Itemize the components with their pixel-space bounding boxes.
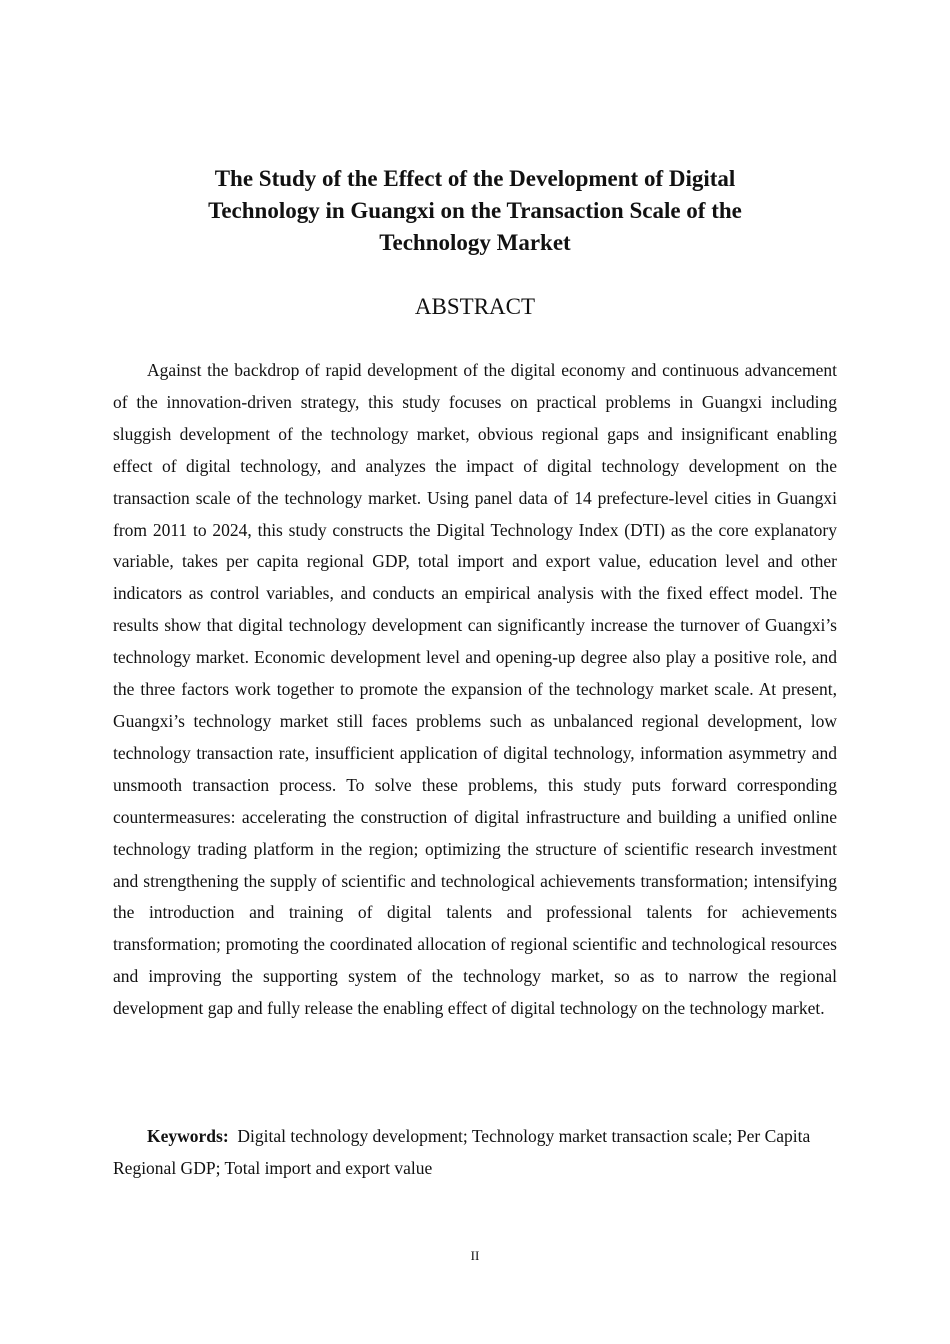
abstract-heading: ABSTRACT (414, 294, 536, 319)
paper-title (160, 163, 790, 259)
keywords-text: Digital technology development; Technology market transaction scale; Per Capita Regional GDP; Total import and export value (113, 1126, 811, 1178)
keywords-paragraph (113, 1121, 837, 1185)
title-line-1: The Study of the Effect of the Development of Digital (214, 166, 736, 191)
abstract-body: Against the backdrop of rapid development of the digital economy and continuous advancement of the innovation-driven strategy, this study focuses on practical problems in Guangxi including sluggish development of the technology market, obvious regional gaps and insignificant enabling effect of digital technology, and analyzes the impact of digital technology development on the transaction scale of the technology market. Using panel data of 14 prefecture-level cities in Guangxi from 2011 to 2024, this study constructs the Digital Technology Index (DTI) as the core explanatory variable, takes per capita regional GDP, total import and export value, education level and other indicators as control variables, and conducts an empirical analysis with the fixed effect model. The results show that digital technology development can significantly increase the turnover of Guangxi’s technology market. Economic development level and opening-up degree also play a positive role, and the three factors work together to promote the expansion of the technology market scale. At present, Guangxi’s technology market still faces problems such as unbalanced regional development, low technology transaction rate, insufficient application of digital technology, information asymmetry and unsmooth transaction process. To solve these problems, this study puts forward corresponding countermeasures: accelerating the construction of digital infrastructure and building a unified online technology trading platform in the region; optimizing the structure of scientific research investment and strengthening the supply of scientific and technological achievements transformation; intensifying the introduction and training of digital talents and professional talents for achievements transformation; promoting the coordinated allocation of regional scientific and technological resources and improving the supporting system of the technology market, so as to narrow the regional development gap and fully release the enabling effect of digital technology on the technology market. (113, 360, 837, 1019)
page-number: II (470, 1248, 480, 1263)
title-line-2: Technology in Guangxi on the Transaction Scale of the (208, 198, 742, 223)
title-line-3: Technology Market (379, 230, 571, 255)
keywords-label: Keywords: (147, 1126, 229, 1146)
